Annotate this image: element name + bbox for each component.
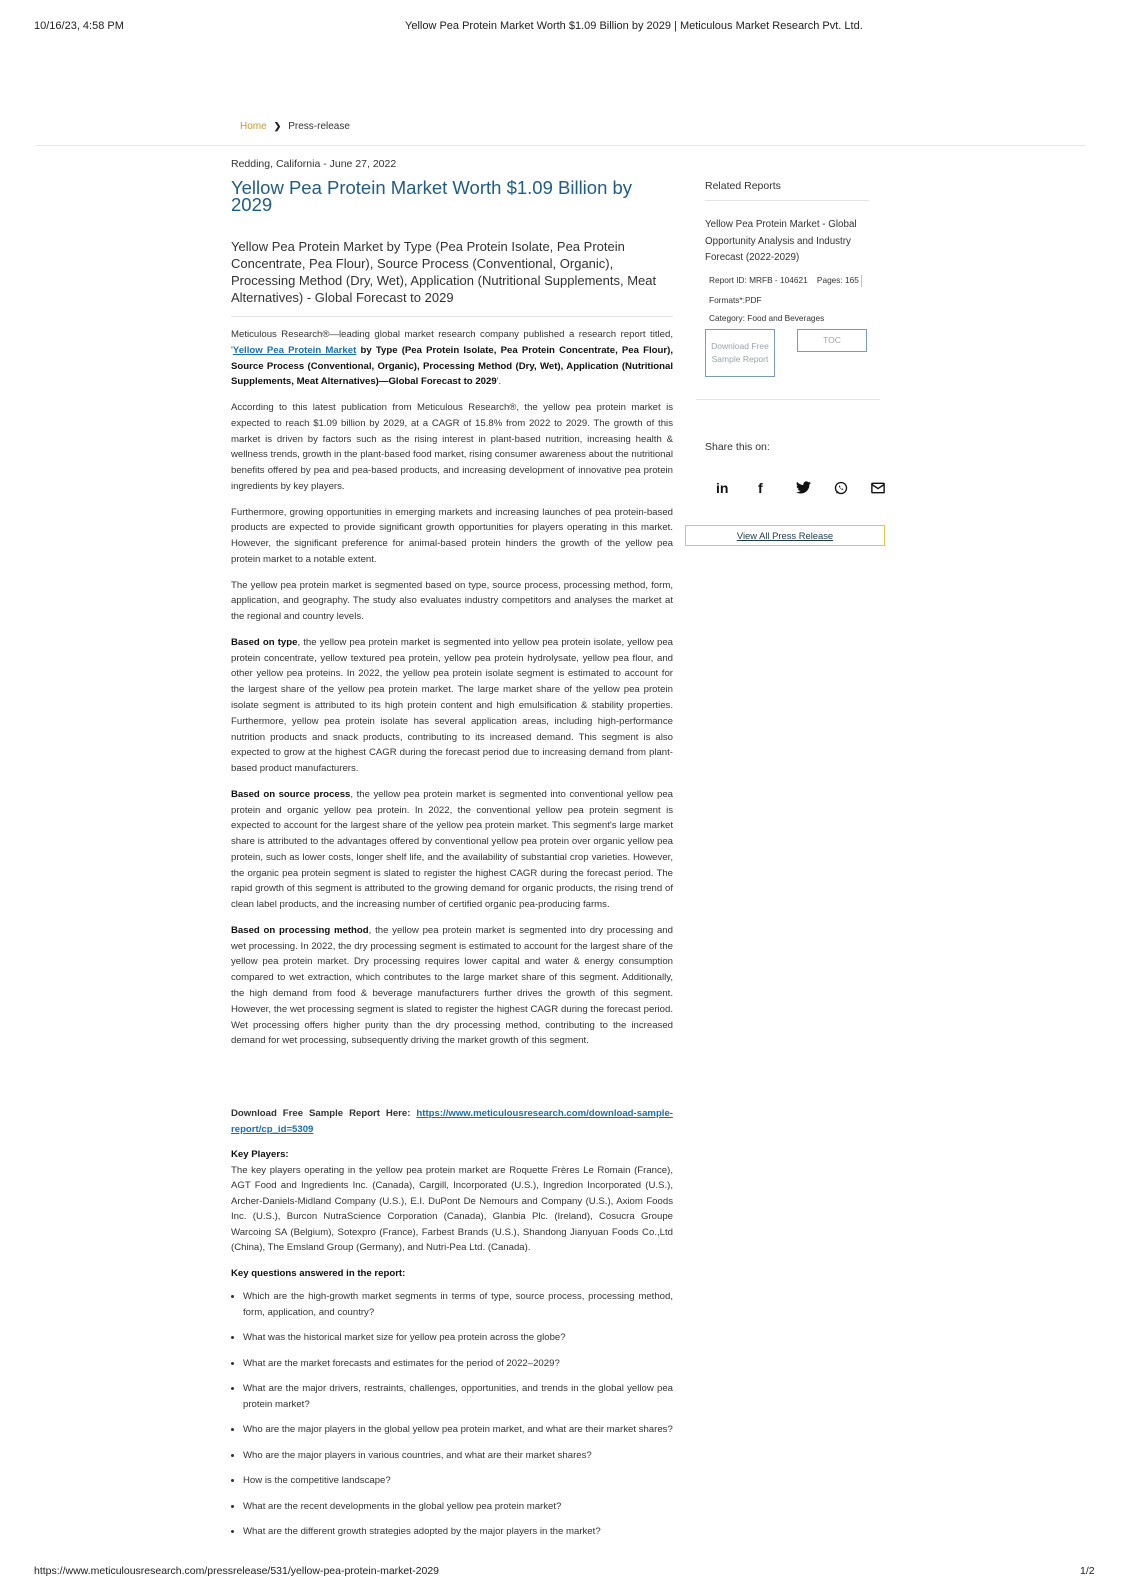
print-datetime: 10/16/23, 4:58 PM — [34, 20, 124, 32]
related-report-title[interactable]: Yellow Pea Protein Market - Global Opportunity Analysis and Industry Forecast (2022-2029) — [705, 219, 857, 263]
report-formats: Formats*:PDF — [709, 294, 762, 305]
list-item: • How is the competitive landscape? — [243, 1473, 673, 1489]
related-reports-panel — [705, 180, 869, 381]
list-item: • Who are the major players in various countries, and what are their market shares? — [243, 1448, 673, 1464]
source-process-paragraph: Based on source process, the yellow pea protein market is segmented into conventional yellow pea protein and organic yellow pea protein. In 2022, the conventional yellow pea protein segment is expected to account for the largest share of the yellow pea protein market. This segment's large market share is attributed to the advantages offered by conventional yellow pea protein over organic yellow pea protein, such as lower costs, longer shelf life, and the availability of substantial crop varieties. However, the organic pea protein segment is slated to register the highest CAGR during the forecast period. The rapid growth of this segment is attributed to the growing demand for organic products, the rising trend of clean label products, and the increasing number of certified organic pea-producing farms. — [231, 788, 673, 911]
key-questions-heading: Key questions answered in the report: — [231, 1267, 406, 1279]
report-meta-line — [709, 275, 869, 287]
social-share-bar — [716, 478, 892, 504]
report-pages: Pages: 165 — [816, 274, 859, 285]
segmentation-paragraph: The yellow pea protein market is segmented based on type, source process, processing method, form, application, and geography. The study also evaluates industry competitors and analyses the market at the regional and country levels. — [231, 579, 673, 623]
header-divider — [36, 145, 1086, 146]
twitter-icon[interactable] — [796, 481, 811, 497]
lower-article-content — [231, 1106, 673, 1550]
related-reports-heading: Related Reports — [705, 180, 869, 201]
download-sample-button[interactable]: Download Free Sample Report — [705, 329, 775, 377]
article-subtitle: Yellow Pea Protein Market by Type (Pea Protein Isolate, Pea Protein Concentrate, Pea Flour), Source Process (Conventional, Organic), Processing Method (Dry, Wet), Application (Nutritional Supplements, Meat Alternatives) - Global Forecast to 2029 — [231, 239, 657, 305]
growth-paragraph: According to this latest publication from Meticulous Research®, the yellow pea protein market is expected to reach $1.09 billion by 2029, at a CAGR of 15.8% from 2022 to 2029. The growth of this market is driven by factors such as the rising interest in plant-based nutrition, increasing health & wellness trends, growth in the plant-based food market, rising consumer awareness about the nutritional benefits offered by pea and pea-based products, and increasing development of innovative pea protein ingredients by key players. — [231, 401, 673, 492]
list-item: • Who are the major players in the global yellow pea protein market, and what are their market shares? — [243, 1422, 673, 1438]
opportunities-paragraph: Furthermore, growing opportunities in emerging markets and increasing launches of pea protein-based products are expected to provide significant growth opportunities for players operating in this market. However, the significant preference for animal-based protein hinders the growth of the yellow pea protein market to a notable extent. — [231, 506, 673, 565]
report-id: Report ID: MRFB - 104621 — [709, 274, 808, 285]
key-players-text: The key players operating in the yellow pea protein market are Roquette Frères Le Romain (France), AGT Food and Ingredients Inc. (Canada), Cargill, Incorporated (U.S.), Ingredion Incorporated (U.S.), Archer-Daniels-Midland Company (U.S.), E.I. DuPont De Nemours and Company (U.S.), Axiom Foods Inc. (U.S.), Burcon NutraScience Corporation (Canada), Glanbia Plc. (Ireland), Cosucra Groupe Warcoing SA (Belgium), Sotexpro (France), Farbest Brands (U.S.), Shandong Jianyuan Foods Co.,Ltd (China), The Emsland Group (Germany), and Nutri-Pea Ltd. (Canada). — [231, 1164, 673, 1253]
whatsapp-icon[interactable] — [834, 481, 848, 498]
breadcrumb — [240, 121, 350, 132]
download-sample-link[interactable]: https://www.meticulousresearch.com/download-sample-report/cp_id=5309 — [231, 1108, 673, 1135]
list-item: • What are the recent developments in the global yellow pea protein market? — [243, 1499, 673, 1515]
type-paragraph: Based on type, the yellow pea protein market is segmented into yellow pea protein isolate, yellow pea protein concentrate, yellow textured pea protein, yellow pea protein hydrolysate, yellow pea flour, and other yellow pea proteins. In 2022, the yellow pea protein isolate segment is estimated to account for the largest share of the yellow pea protein market. The large market share of the yellow pea protein isolate segment is attributed to its high protein content and high emulsification & stability properties. Furthermore, yellow pea protein isolate has several application areas, including high-performance nutrition products and snack products, contributing to its increased demand. This segment is also expected to grow at the highest CAGR during the forecast period due to increasing demand from plant-based product manufacturers. — [231, 636, 673, 775]
report-link[interactable]: Yellow Pea Protein Market — [232, 344, 357, 356]
list-item: • What are the different growth strategies adopted by the major players in the market? — [243, 1524, 673, 1540]
intro-paragraph: Meticulous Research®—leading global market research company published a research report titled, 'Yellow Pea Protein Market by Type (Pea Protein Isolate, Pea Protein Concentrate, Pea Flour), Source Process (Conventional, Organic), Processing Method (Dry, Wet), Application (Nutritional Supplements, Meat Alternatives)—Global Forecast to 2029'. — [231, 329, 673, 388]
report-category: Category: Food and Beverages — [709, 312, 825, 323]
article — [231, 158, 673, 1059]
chevron-right-icon: ❯ — [273, 121, 282, 131]
share-label: Share this on: — [705, 441, 770, 453]
print-footer-url: https://www.meticulousresearch.com/pressrelease/531/yellow-pea-protein-market-2029 — [34, 1565, 440, 1577]
email-icon[interactable] — [871, 481, 885, 498]
list-item: • What was the historical market size for yellow pea protein across the globe? — [243, 1330, 673, 1346]
article-title: Yellow Pea Protein Market Worth $1.09 Billion by 2029 — [231, 177, 633, 215]
print-page-title: Yellow Pea Protein Market Worth $1.09 Billion by 2029 | Meticulous Market Research Pvt. Ltd. — [405, 20, 863, 32]
list-item: • What are the major drivers, restraints, challenges, opportunities, and trends in the global yellow pea protein market? — [243, 1381, 673, 1412]
toc-button[interactable]: TOC — [797, 329, 867, 352]
breadcrumb-current: Press-release — [288, 121, 350, 132]
facebook-icon[interactable]: f — [758, 480, 763, 496]
list-item: • Which are the high-growth market segments in terms of type, source process, processing method, form, application, and country? — [243, 1289, 673, 1320]
sidebar-divider — [696, 399, 880, 400]
breadcrumb-home-link[interactable]: Home — [240, 121, 267, 132]
linkedin-icon[interactable]: in — [716, 480, 729, 496]
key-questions-list — [231, 1289, 673, 1540]
print-page-number: 1/2 — [1080, 1565, 1095, 1577]
article-divider — [231, 316, 673, 317]
report-actions — [705, 329, 869, 381]
list-item: • What are the market forecasts and estimates for the period of 2022–2029? — [243, 1356, 673, 1372]
processing-method-paragraph: Based on processing method, the yellow pea protein market is segmented into dry processing and wet processing. In 2022, the dry processing segment is estimated to account for the largest share of the yellow pea protein market. Dry processing requires lower capital and water & energy consumption compared to wet extraction, which contributes to the large market share of this segment. Additionally, the high demand from food & beverage manufacturers further drives the growth of this segment. However, the wet processing segment is slated to register the highest CAGR during the forecast period. Wet processing offers higher purity than the dry processing method, contributing to the increased demand for wet processing, subsequently driving the market growth of this segment. — [231, 924, 673, 1047]
download-sample-line: Download Free Sample Report Here: https://www.meticulousresearch.com/download-sample-report/cp_id=5309 — [231, 1108, 673, 1135]
view-all-press-release-button[interactable]: View All Press Release — [685, 525, 885, 546]
meta-divider — [861, 275, 862, 287]
key-players-heading: Key Players: — [231, 1149, 289, 1160]
article-dateline: Redding, California - June 27, 2022 — [231, 158, 397, 170]
